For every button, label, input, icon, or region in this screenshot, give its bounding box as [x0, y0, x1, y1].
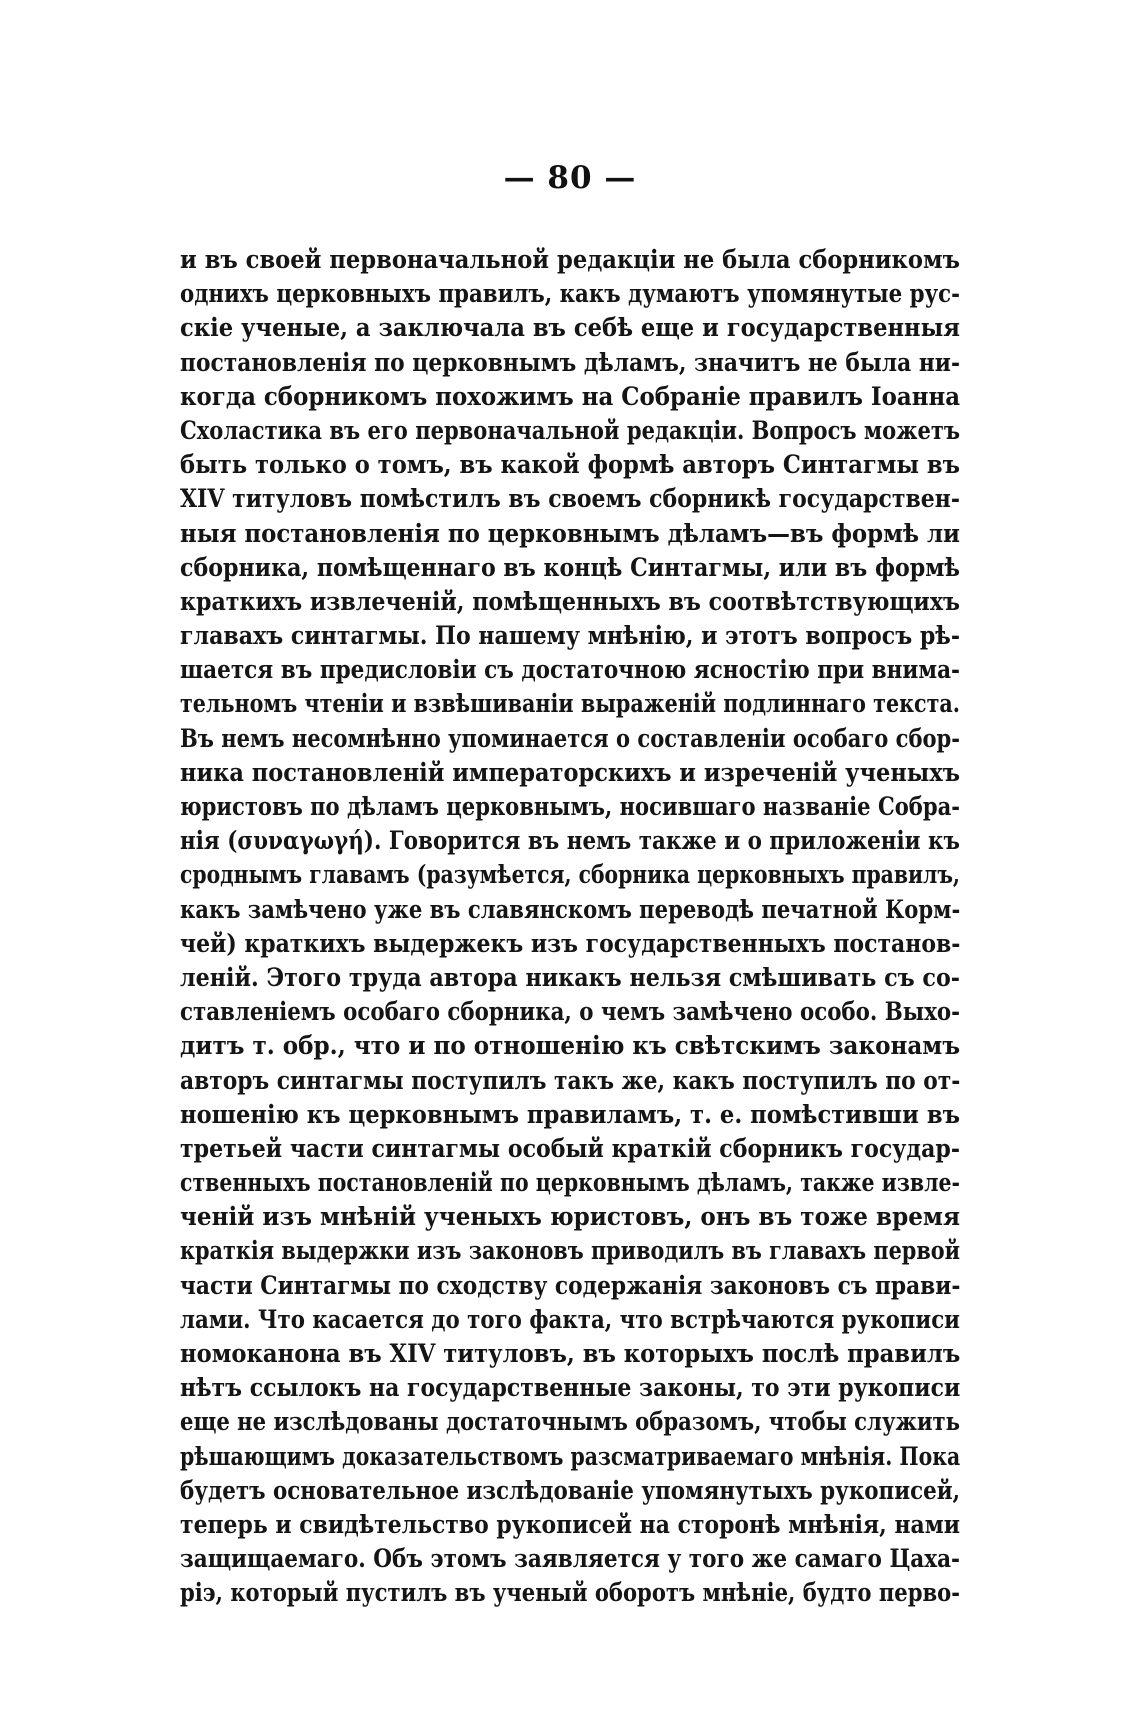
text-line: XIV титуловъ помѣстилъ въ своемъ сборникѣ государствен- — [180, 484, 960, 514]
text-line: быть только о томъ, въ какой формѣ авторъ Синтагмы въ — [180, 450, 960, 480]
text-line: сроднымъ главамъ (разумѣется, сборника церковныхъ правилъ, — [180, 860, 960, 890]
text-line: рѣшающимъ доказательствомъ разсматриваемаго мнѣнія. Пока — [180, 1441, 961, 1471]
text-line: Схоластика въ его первоначальной редакціи. Вопросъ можетъ — [180, 415, 960, 445]
body-text — [180, 243, 960, 1611]
text-line: третьей части синтагмы особый краткій сборникъ государ- — [180, 1133, 960, 1163]
text-line: главахъ синтагмы. По нашему мнѣнію, и этотъ вопросъ рѣ- — [180, 621, 960, 651]
text-line: чей) краткихъ выдержекъ изъ государственныхъ постанов- — [180, 928, 961, 958]
text-line: Въ немъ несомнѣнно упоминается о составленіи особаго сбор- — [180, 723, 960, 753]
text-line: лами. Что касается до того факта, что встрѣчаются рукописи — [180, 1304, 960, 1334]
text-line: шается въ предисловіи съ достаточною ясностію при внима- — [180, 655, 960, 685]
text-line: нія (συναγωγή). Говорится въ немъ также и о приложеніи къ — [180, 826, 960, 856]
text-line: защищаемаго. Объ этомъ заявляется у того же самаго Цаха- — [180, 1544, 960, 1574]
text-line: скіе ученые, а заключала въ себѣ еще и государственныя — [180, 313, 960, 343]
text-line: леній. Этого труда автора никакъ нельзя смѣшивать съ со- — [180, 962, 960, 992]
text-line: сборника, помѣщеннаго въ концѣ Синтагмы, или въ формѣ — [180, 552, 960, 582]
text-line: ставленіемъ особаго сборника, о чемъ замѣчено особо. Выхо- — [180, 997, 960, 1027]
text-line: номоканона въ XIV титуловъ, въ которыхъ послѣ правилъ — [180, 1339, 961, 1368]
text-line: краткія выдержки изъ законовъ приводилъ въ главахъ первой — [180, 1236, 960, 1266]
text-line: однихъ церковныхъ правилъ, какъ думаютъ упомянутые рус- — [180, 279, 960, 309]
text-line: ственныхъ постановленій по церковнымъ дѣламъ, также извле- — [180, 1168, 960, 1198]
text-line: теперь и свидѣтельство рукописей на сторонѣ мнѣнія, нами — [180, 1509, 960, 1539]
text-line: еще не изслѣдованы достаточнымъ образомъ, чтобы служить — [180, 1407, 960, 1437]
text-line: части Синтагмы по сходству содержанія законовъ съ прави- — [180, 1270, 961, 1300]
text-line: ченій изъ мнѣній ученыхъ юристовъ, онъ въ тоже время — [180, 1202, 960, 1232]
text-line: какъ замѣчено уже въ славянскомъ переводѣ печатной Корм- — [180, 894, 961, 924]
text-line: ріэ, который пустилъ въ ученый оборотъ мнѣніе, будто перво- — [180, 1578, 960, 1608]
text-line: и въ своей первоначальной редакціи не была сборникомъ — [180, 245, 960, 274]
text-line: тельномъ чтеніи и взвѣшиваніи выраженій подлиннаго текста. — [180, 689, 960, 719]
text-line: нѣтъ ссылокъ на государственные законы, то эти рукописи — [180, 1373, 961, 1403]
text-line: краткихъ извлеченій, помѣщенныхъ въ соотвѣтствующихъ — [180, 586, 960, 616]
text-line: будетъ основательное изслѣдованіе упомянутыхъ рукописей, — [180, 1475, 961, 1505]
text-line: юристовъ по дѣламъ церковнымъ, носившаго названіе Собра- — [180, 792, 960, 821]
text-line: ныя постановленія по церковнымъ дѣламъ—въ формѣ ли — [180, 518, 960, 548]
page-number: — 80 — — [503, 160, 637, 196]
text-line: постановленія по церковнымъ дѣламъ, значитъ не была ни- — [180, 347, 960, 377]
text-line: авторъ синтагмы поступилъ такъ же, какъ поступилъ по от- — [180, 1065, 961, 1095]
text-line: ношенію къ церковнымъ правиламъ, т. е. помѣстивши въ — [180, 1099, 960, 1129]
text-line: дитъ т. обр., что и по отношенію къ свѣтскимъ законамъ — [180, 1031, 960, 1061]
text-line: когда сборникомъ похожимъ на Собраніе правилъ Іоанна — [180, 381, 961, 411]
text-line: ника постановленій императорскихъ и изреченій ученыхъ — [180, 757, 961, 787]
